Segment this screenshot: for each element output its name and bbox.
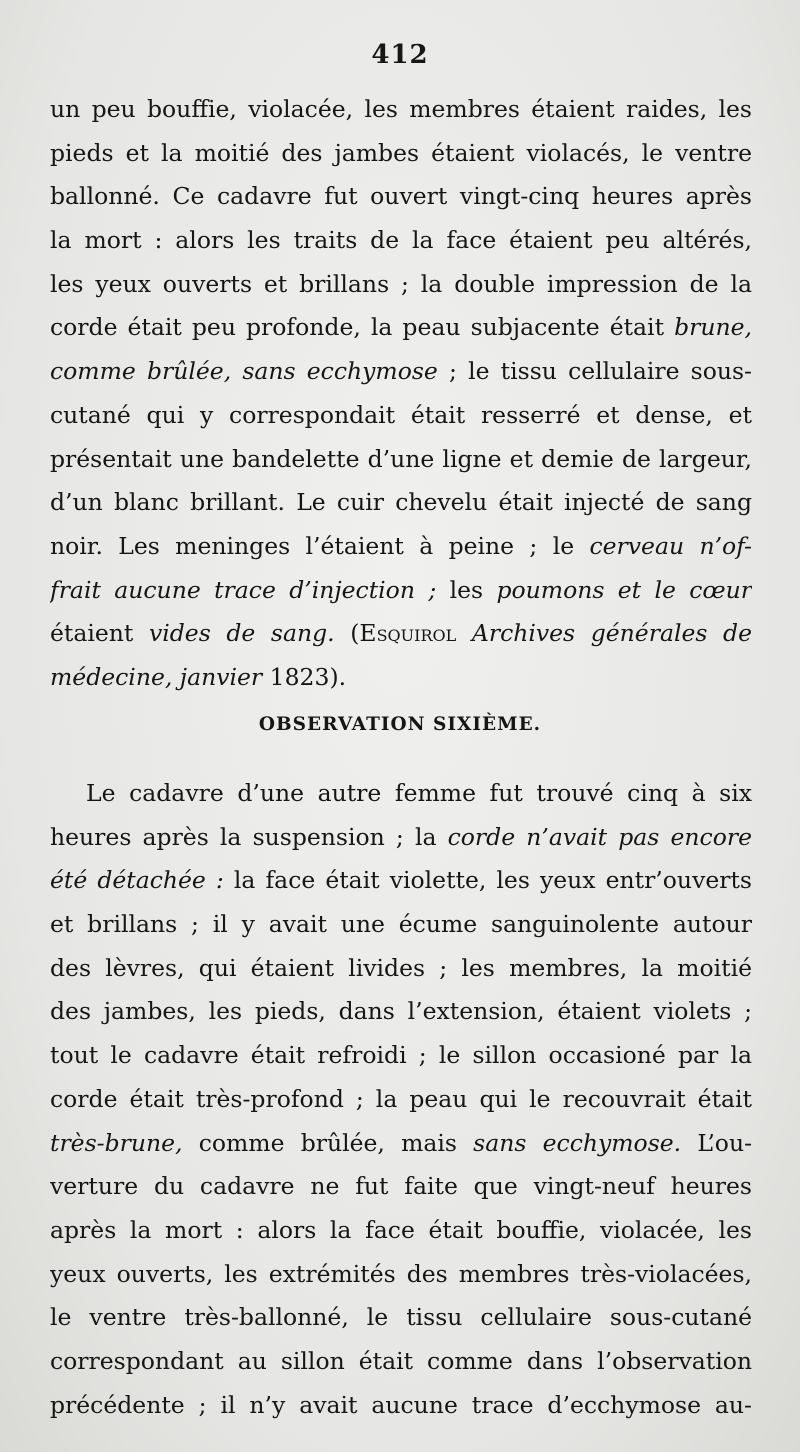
text-line [50, 903, 752, 947]
text-line [50, 612, 752, 656]
text-line [50, 1122, 752, 1166]
text-run: la mort : alors les traits de la face étaient peu altérés, [50, 226, 752, 255]
text-run: la face était violette, les yeux entr’ouverts [223, 866, 752, 895]
text-run: comme brûlée, mais [182, 1128, 474, 1157]
text-run: frait aucune trace d’injection ; [50, 575, 437, 604]
text-run: tout le cadavre était refroidi ; le sillon occasioné par la [50, 1041, 752, 1070]
text-line [50, 88, 752, 132]
text-line [50, 1253, 752, 1297]
text-line [50, 569, 752, 613]
text-run: été détachée : [50, 866, 224, 895]
paragraph-observation-five-end [50, 88, 752, 700]
text-run: corde était peu profonde, la peau subjacente était [50, 313, 675, 342]
text-line [50, 1078, 752, 1122]
text-run: ; le tissu cellulaire sous- [437, 357, 752, 386]
text-run: vides de sang. [148, 619, 335, 648]
text-line [50, 394, 752, 438]
text-line [50, 1384, 752, 1428]
text-run: cutané qui y correspondait était resserré et dense, et [50, 400, 752, 429]
text-line [50, 481, 752, 525]
text-line [50, 219, 752, 263]
section-heading: OBSERVATION SIXIÈME. [258, 714, 542, 735]
text-run: après la mort : alors la face était bouffie, violacée, les [50, 1215, 752, 1244]
text-line [50, 1296, 752, 1340]
text-run: ballonné. Ce cadavre fut ouvert vingt-cinq heures après [50, 182, 752, 211]
text-run: les yeux ouverts et brillans ; la double impression de la [50, 269, 752, 298]
text-run: Le cadavre d’une autre femme fut trouvé cinq à six [86, 779, 752, 807]
text-run: heures après la suspension ; la [50, 822, 448, 851]
text-run: et brillans ; il y avait une écume sanguinolente autour [50, 910, 752, 939]
text-line [50, 1340, 752, 1384]
text-run: les [436, 575, 497, 604]
text-run: Esquirol [359, 619, 457, 648]
text-run: précédente ; il n’y avait aucune trace d’ecchymose au- [50, 1390, 752, 1419]
text-run: comme brûlée, sans ecchymose [50, 357, 438, 386]
text-run: L’ou- [681, 1128, 752, 1157]
paragraph-observation-six [50, 772, 752, 1427]
text-line [50, 816, 752, 860]
page-number: 412 [371, 40, 429, 70]
text-line [50, 1034, 752, 1078]
text-line [50, 525, 752, 569]
text-run: yeux ouverts, les extrémités des membres très-violacées, [50, 1259, 752, 1288]
text-line [50, 772, 752, 816]
text-run: étaient [50, 619, 149, 648]
text-line [50, 350, 752, 394]
text-line [50, 947, 752, 991]
text-run: 1823). [262, 662, 347, 691]
text-run: des jambes, les pieds, dans l’extension, étaient violets ; [50, 997, 752, 1026]
text-run: ( [334, 619, 360, 648]
text-run: correspondant au sillon était comme dans l’observation [50, 1346, 752, 1375]
text-run: sans ecchymose. [473, 1128, 682, 1157]
text-run: verture du cadavre ne fut faite que vingt-neuf heures [50, 1172, 752, 1201]
text-run: cerveau n’of- [589, 531, 752, 560]
text-run: corde n’avait pas encore [447, 822, 752, 851]
text-run: très-brune, [50, 1128, 183, 1157]
text-line [50, 1165, 752, 1209]
text-line [50, 438, 752, 482]
text-run: pieds et la moitié des jambes étaient violacés, le ventre [50, 138, 752, 167]
text-run: Archives générales de [471, 619, 752, 648]
text-line [50, 859, 752, 903]
text-run: poumons et le cœur [496, 575, 752, 604]
text-run: le ventre très-ballonné, le tissu cellulaire sous-cutané [50, 1303, 752, 1332]
text-run: médecine, janvier [50, 662, 263, 691]
text-line [50, 1209, 752, 1253]
text-line [50, 132, 752, 176]
text-line [50, 656, 752, 700]
text-line [50, 175, 752, 219]
text-line [50, 263, 752, 307]
text-run: des lèvres, qui étaient livides ; les membres, la moitié [50, 953, 752, 982]
text-run: corde était très-profond ; la peau qui le recouvrait était [50, 1084, 752, 1113]
text-run: noir. Les meninges l’étaient à peine ; le [50, 531, 590, 560]
text-line [50, 306, 752, 350]
text-run: présentait une bandelette d’une ligne et demie de largeur, [50, 444, 752, 473]
text-run: brune, [674, 313, 752, 342]
text-run: un peu bouffie, violacée, les membres étaient raides, les [50, 95, 752, 123]
text-run: d’un blanc brillant. Le cuir chevelu était injecté de sang [50, 488, 752, 517]
text-line [50, 990, 752, 1034]
text-run [456, 619, 472, 647]
